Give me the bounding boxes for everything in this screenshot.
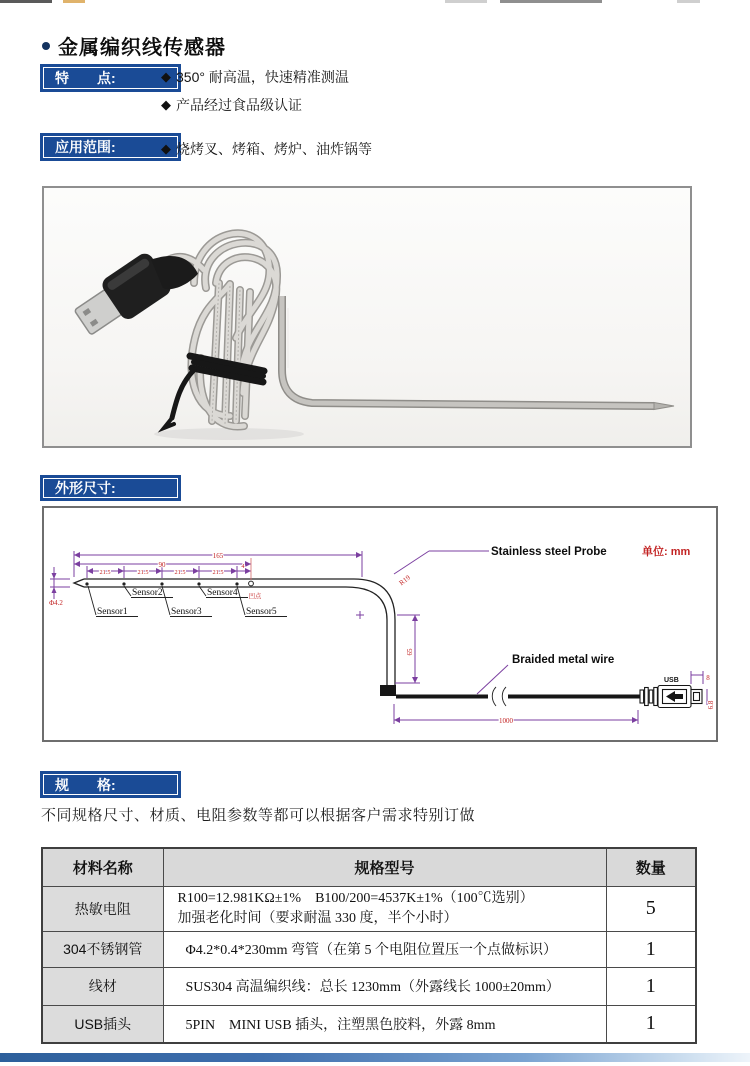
material-spec: 5PIN MINI USB 插头，注塑黑色胶料，外露 8mm [163, 1005, 606, 1043]
diamond-bullet-icon: ◆ [161, 97, 171, 112]
sensor-label: Sensor4 [207, 588, 238, 598]
table-row [42, 1005, 696, 1043]
spec-line: R100=12.981KΩ±1% B100/200=4537K±1%（100℃选别） [177, 890, 534, 906]
product-photo [42, 186, 692, 448]
dent-label: 凹点 [248, 593, 262, 600]
dim-pitch: 21.5 [212, 569, 224, 576]
specs-label [40, 771, 181, 798]
material-spec [163, 886, 606, 931]
bullet-dot-icon [42, 42, 50, 50]
top-strip-fragment [445, 0, 487, 3]
page-title: 金属编织线传感器 [58, 37, 226, 59]
applications-label [40, 133, 181, 161]
dimension-drawing [42, 506, 718, 742]
applications-label-text: 应用范围: [55, 139, 116, 155]
top-strip-fragment [0, 0, 52, 3]
material-spec: Φ4.2*0.4*230mm 弯管（在第 5 个电阻位置压一个点做标识） [163, 931, 606, 967]
material-name: 热敏电阻 [42, 886, 163, 931]
wire-label: Braided metal wire [512, 654, 615, 666]
application-item [161, 139, 372, 159]
material-qty: 1 [606, 931, 696, 967]
features-label [40, 64, 181, 92]
dim-vertical-length: 65 [406, 648, 414, 656]
table-row [42, 931, 696, 967]
probe-label: Stainless steel Probe [491, 546, 607, 558]
material-qty: 1 [606, 967, 696, 1005]
usb-connector-drawing [640, 686, 702, 708]
specs-label-text: 规 格: [55, 776, 116, 793]
material-spec: SUS304 高温编织线：总长 1230mm（外露线长 1000±20mm） [163, 967, 606, 1005]
table-row [42, 967, 696, 1005]
sensor-label: Sensor3 [171, 607, 202, 617]
spec-line: 加强老化时间（要求耐温 330 度，半个小时） [177, 910, 458, 926]
col-header-material: 材料名称 [42, 848, 163, 886]
table-row [42, 886, 696, 931]
dim-pitch: 21.5 [137, 569, 149, 576]
top-strip-fragment [677, 0, 700, 3]
application-item-text: 烧烤叉、烤箱、烤炉、油炸锅等 [176, 141, 372, 157]
material-name: USB插头 [42, 1005, 163, 1043]
sensor-label: Sensor5 [246, 607, 277, 617]
material-name: 304不锈钢管 [42, 931, 163, 967]
cable-line [396, 687, 640, 706]
spec-table [41, 847, 697, 1044]
diamond-bullet-icon: ◆ [161, 141, 171, 156]
usb-label: USB [664, 677, 679, 684]
title-row [42, 31, 226, 60]
table-header-row [42, 848, 696, 886]
dim-bend-radius: R19 [397, 573, 412, 588]
usb-connector-photo [69, 234, 199, 344]
sensor-labels [88, 586, 287, 617]
diamond-bullet-icon: ◆ [161, 69, 171, 84]
dim-pitch: 21.5 [99, 569, 111, 576]
dent-marker [249, 581, 254, 586]
top-strip-fragment [63, 0, 85, 3]
footer-gradient-bar [0, 1053, 750, 1062]
features-label-text: 特 点: [55, 70, 116, 86]
sensor-label: Sensor1 [97, 607, 128, 617]
col-header-qty: 数量 [606, 848, 696, 886]
outline-label [40, 475, 181, 501]
material-qty: 1 [606, 1005, 696, 1043]
sensor-label: Sensor2 [132, 588, 163, 598]
material-qty: 5 [606, 886, 696, 931]
dimension-drawing-svg [44, 508, 716, 740]
feature-item [161, 67, 349, 87]
feature-item-text: 产品经过食品级认证 [176, 97, 302, 113]
sensor-dots [85, 582, 238, 585]
feature-item-text: 350° 耐高温，快速精准测温 [176, 69, 349, 85]
dim-cable-length: 1000 [499, 717, 513, 725]
specs-note: 不同规格尺寸、材质、电阻参数等都可以根据客户需求特别订做 [41, 807, 476, 824]
unit-label: 单位: mm [642, 546, 691, 558]
col-header-spec: 规格型号 [163, 848, 606, 886]
product-photo-illustration [44, 188, 690, 446]
material-name: 线材 [42, 967, 163, 1005]
dim-total-length: 165 [212, 552, 224, 560]
dim-usb-exposed: 8 [706, 674, 710, 682]
dim-dent-offset: 4 [241, 563, 245, 570]
feature-item [161, 95, 302, 115]
dim-usb-height: 6.8 [707, 700, 715, 710]
stainless-probe [282, 296, 674, 410]
outline-label-text: 外形尺寸: [55, 480, 116, 496]
dim-diameter: Φ4.2 [49, 599, 63, 607]
top-strip-fragment [500, 0, 602, 3]
dim-dent-length: 90 [158, 561, 166, 569]
dim-pitch: 21.5 [174, 569, 186, 576]
